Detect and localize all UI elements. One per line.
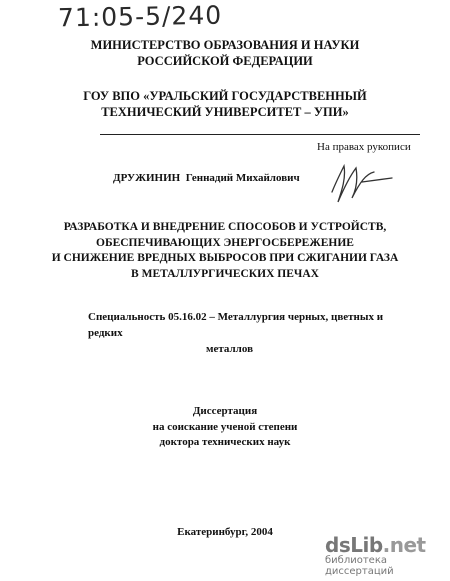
specialty-line-2: металлов (206, 343, 254, 355)
title-line-4: В МЕТАЛЛУРГИЧЕСКИХ ПЕЧАХ (131, 267, 319, 280)
university-line-2: ТЕХНИЧЕСКИЙ УНИВЕРСИТЕТ – УПИ» (101, 105, 349, 119)
author-surname: ДРУЖИНИН (113, 172, 181, 184)
author-given-name: Геннадий Михайлович (185, 172, 300, 184)
handwritten-archive-number: 71:05-5/240 (57, 0, 223, 33)
title-line-1: РАЗРАБОТКА И ВНЕДРЕНИЕ СПОСОБОВ И УСТРОЙСТВ, (63, 221, 387, 233)
watermark-logo (325, 533, 445, 557)
watermark-logo-domain: .net (382, 533, 426, 557)
dissertation-title (0, 220, 450, 282)
title-line-2: ОБЕСПЕЧИВАЮЩИХ ЭНЕРГОСБЕРЕЖЕНИЕ (96, 236, 354, 249)
degree-line-2: на соискание ученой степени (152, 420, 298, 433)
author-name (113, 172, 300, 184)
watermark (325, 533, 445, 577)
degree-line-1: Диссертация (192, 405, 258, 417)
manuscript-rights-note: На правах рукописи (317, 141, 411, 153)
signature-icon (322, 152, 402, 212)
degree-block (0, 404, 450, 451)
watermark-logo-main: dsLib (325, 533, 383, 557)
specialty-block (88, 309, 408, 357)
title-line-3: И СНИЖЕНИЕ ВРЕДНЫХ ВЫБРОСОВ ПРИ СЖИГАНИИ ГАЗА (51, 252, 399, 264)
ministry-heading (0, 37, 450, 69)
city-year: Екатеринбург, 2004 (177, 526, 273, 538)
ministry-line-1: МИНИСТЕРСТВО ОБРАЗОВАНИЯ И НАУКИ (90, 38, 360, 52)
watermark-subtitle: библиотека диссертаций (325, 555, 394, 577)
ministry-line-2: РОССИЙСКОЙ ФЕДЕРАЦИИ (137, 54, 313, 68)
header-divider (100, 134, 420, 135)
degree-line-3: доктора технических наук (159, 436, 291, 448)
specialty-line-1: Специальность 05.16.02 – Металлургия черных, цветных и редких (88, 311, 384, 339)
university-heading (0, 88, 450, 120)
university-line-1: ГОУ ВПО «УРАЛЬСКИЙ ГОСУДАРСТВЕННЫЙ (83, 89, 367, 103)
